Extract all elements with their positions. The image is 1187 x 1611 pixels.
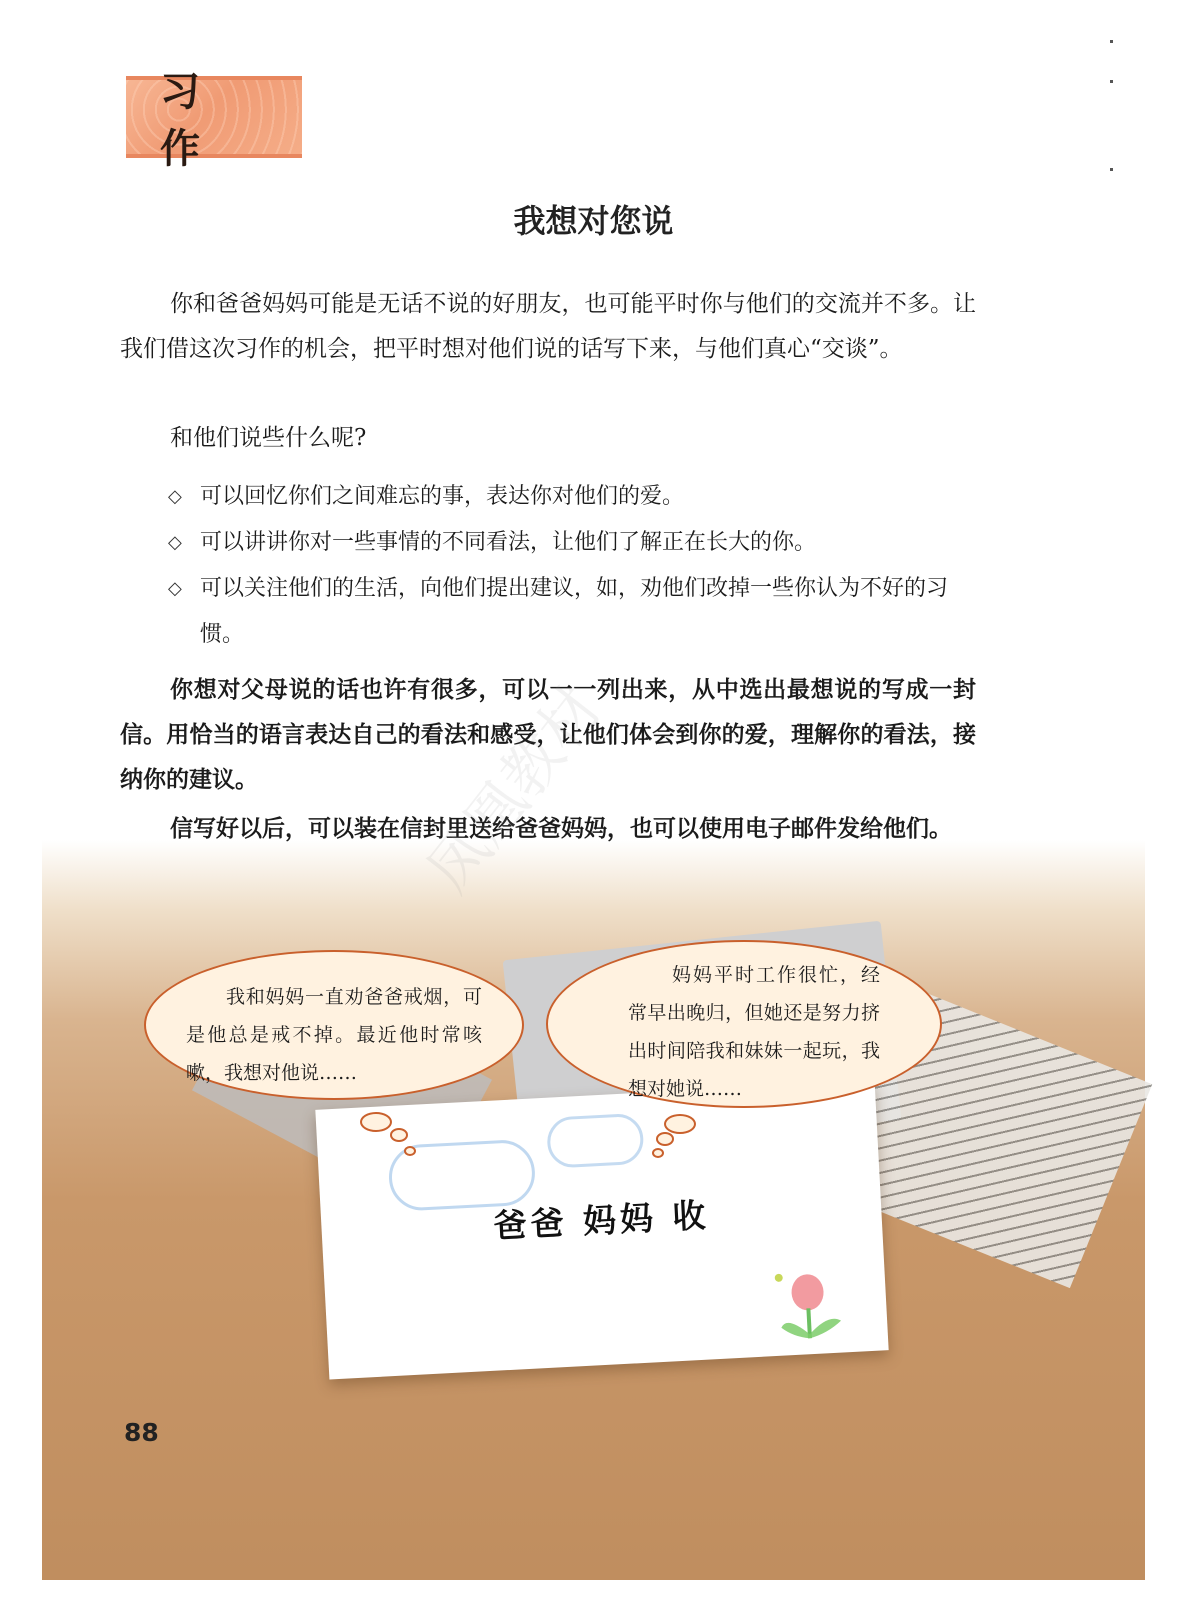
page-title: 我想对您说	[513, 202, 674, 240]
cloud-drawing	[546, 1113, 645, 1169]
bubble-dot	[390, 1128, 408, 1142]
list-item: ◇ 可以讲讲你对一些事情的不同看法，让他们了解正在长大的你。	[168, 520, 976, 566]
bubble-text: 妈妈平时工作很忙，经常早出晚归，但她还是努力挤出时间陪我和妹妹一起玩，我想对她说……	[628, 964, 880, 1100]
bubble-dot	[360, 1112, 392, 1132]
thought-bubble-right	[546, 940, 942, 1108]
envelope-address: 爸爸 妈妈 收	[492, 1195, 711, 1246]
page-number: 88	[124, 1418, 159, 1447]
section-label: 习 作	[160, 68, 234, 172]
scan-mark	[1110, 168, 1113, 171]
diamond-bullet-icon: ◇	[168, 532, 182, 553]
letter-paragraph: 你想对父母说的话也许有很多，可以一一列出来，从中选出最想说的写成一封信。用恰当的语言表达自己的看法和感受，让他们体会到你的爱，理解你的看法，接纳你的建议。	[120, 676, 976, 793]
bubble-text: 我和妈妈一直劝爸爸戒烟，可是他总是戒不掉。最近他时常咳嗽，我想对他说……	[186, 986, 482, 1084]
envelope-illustration	[42, 900, 1145, 1580]
bubble-dot	[652, 1148, 664, 1158]
bubble-dot	[656, 1132, 674, 1146]
diamond-bullet-icon: ◇	[168, 578, 182, 599]
suggestion-list	[168, 474, 976, 658]
scan-mark	[1110, 80, 1113, 83]
watermark: 凤凰教材	[413, 673, 617, 906]
closing-paragraph: 信写好以后，可以装在信封里送给爸爸妈妈，也可以使用电子邮件发给他们。	[170, 815, 952, 842]
bubble-dot	[664, 1114, 696, 1134]
bubble-dot	[404, 1146, 416, 1156]
tulip-icon	[764, 1262, 858, 1347]
diamond-bullet-icon: ◇	[168, 486, 182, 507]
envelope	[315, 1081, 888, 1380]
question-paragraph: 和他们说些什么呢?	[170, 425, 367, 451]
scan-mark	[1110, 40, 1113, 43]
intro-paragraph: 你和爸爸妈妈可能是无话不说的好朋友，也可能平时你与他们的交流并不多。让我们借这次习作的机会，把平时想对他们说的话写下来，与他们真心“交谈”。	[120, 291, 976, 362]
section-banner	[126, 68, 302, 172]
list-item: ◇ 可以回忆你们之间难忘的事，表达你对他们的爱。	[168, 474, 976, 520]
thought-bubble-left	[144, 950, 524, 1100]
list-item: ◇ 可以关注他们的生活，向他们提出建议，如，劝他们改掉一些你认为不好的习惯。	[168, 566, 976, 658]
